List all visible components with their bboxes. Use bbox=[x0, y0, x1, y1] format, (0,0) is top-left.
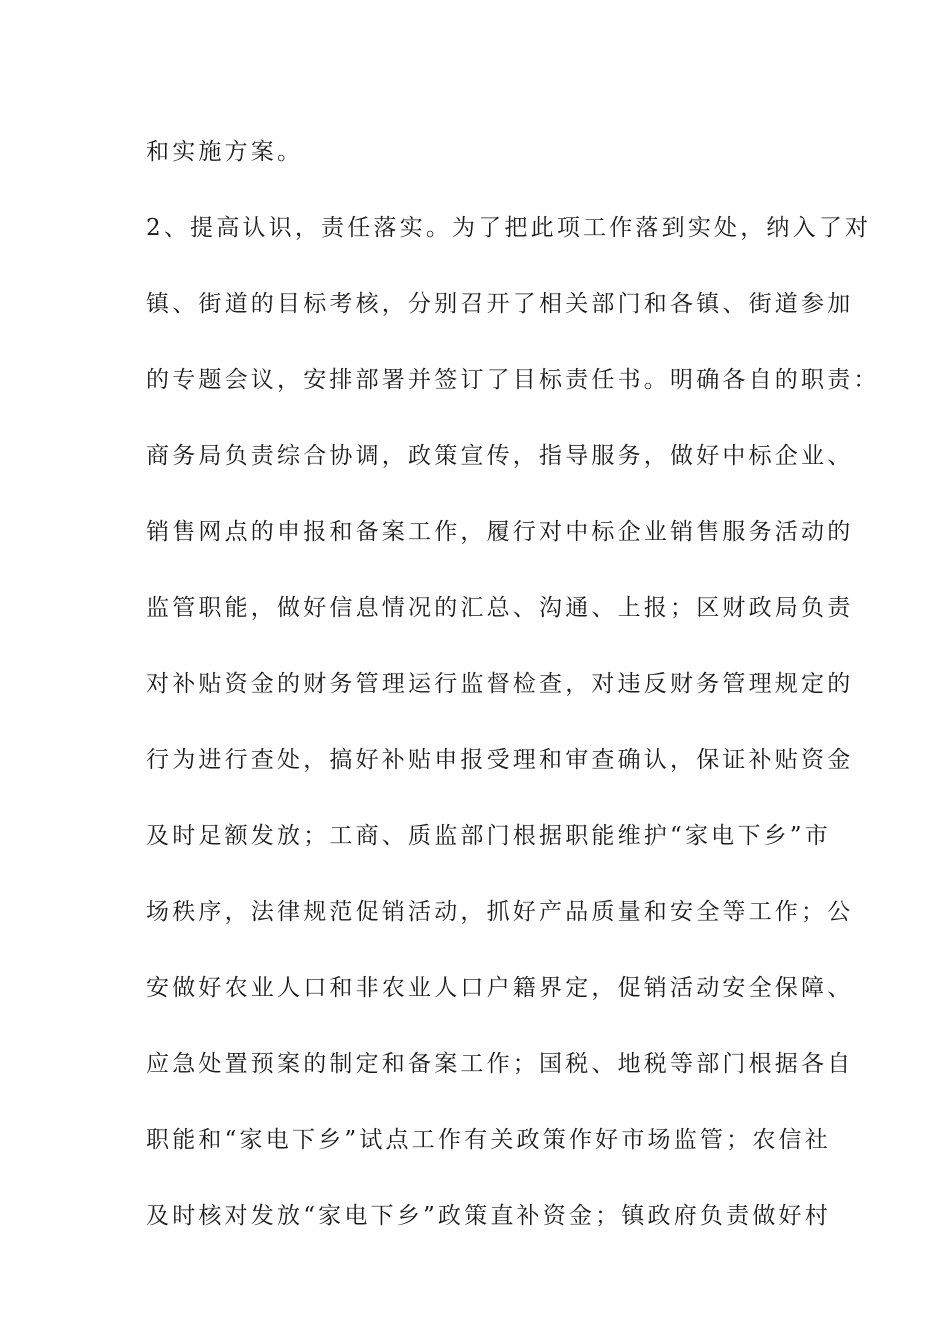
body-text bbox=[146, 132, 880, 1272]
text-line: 的专题会议，安排部署并签订了目标责任书。明确各自的职责： bbox=[146, 367, 880, 393]
text-line: 应急处置预案的制定和备案工作；国税、地税等部门根据各自 bbox=[146, 1051, 854, 1077]
text-line: 及时足额发放；工商、质监部门根据职能维护“家电下乡”市 bbox=[146, 823, 831, 849]
text-line: 销售网点的申报和备案工作，履行对中标企业销售服务活动的 bbox=[146, 519, 854, 545]
text-line: 镇、街道的目标考核，分别召开了相关部门和各镇、街道参加 bbox=[146, 291, 854, 317]
text-line: 2、提高认识，责任落实。为了把此项工作落到实处，纳入了对 bbox=[146, 215, 872, 241]
text-line: 和实施方案。 bbox=[146, 139, 304, 165]
text-line: 职能和“家电下乡”试点工作有关政策作好市场监管；农信社 bbox=[146, 1127, 831, 1153]
text-line: 安做好农业人口和非农业人口户籍界定，促销活动安全保障、 bbox=[146, 975, 854, 1001]
text-line: 商务局负责综合协调，政策宣传，指导服务，做好中标企业、 bbox=[146, 443, 854, 469]
text-line: 及时核对发放“家电下乡”政策直补资金；镇政府负责做好村 bbox=[146, 1203, 831, 1229]
text-line: 对补贴资金的财务管理运行监督检查，对违反财务管理规定的 bbox=[146, 671, 854, 697]
text-line: 行为进行查处，搞好补贴申报受理和审查确认，保证补贴资金 bbox=[146, 747, 854, 773]
text-line: 监管职能，做好信息情况的汇总、沟通、上报；区财政局负责 bbox=[146, 595, 854, 621]
text-line: 场秩序，法律规范促销活动，抓好产品质量和安全等工作；公 bbox=[146, 899, 854, 925]
